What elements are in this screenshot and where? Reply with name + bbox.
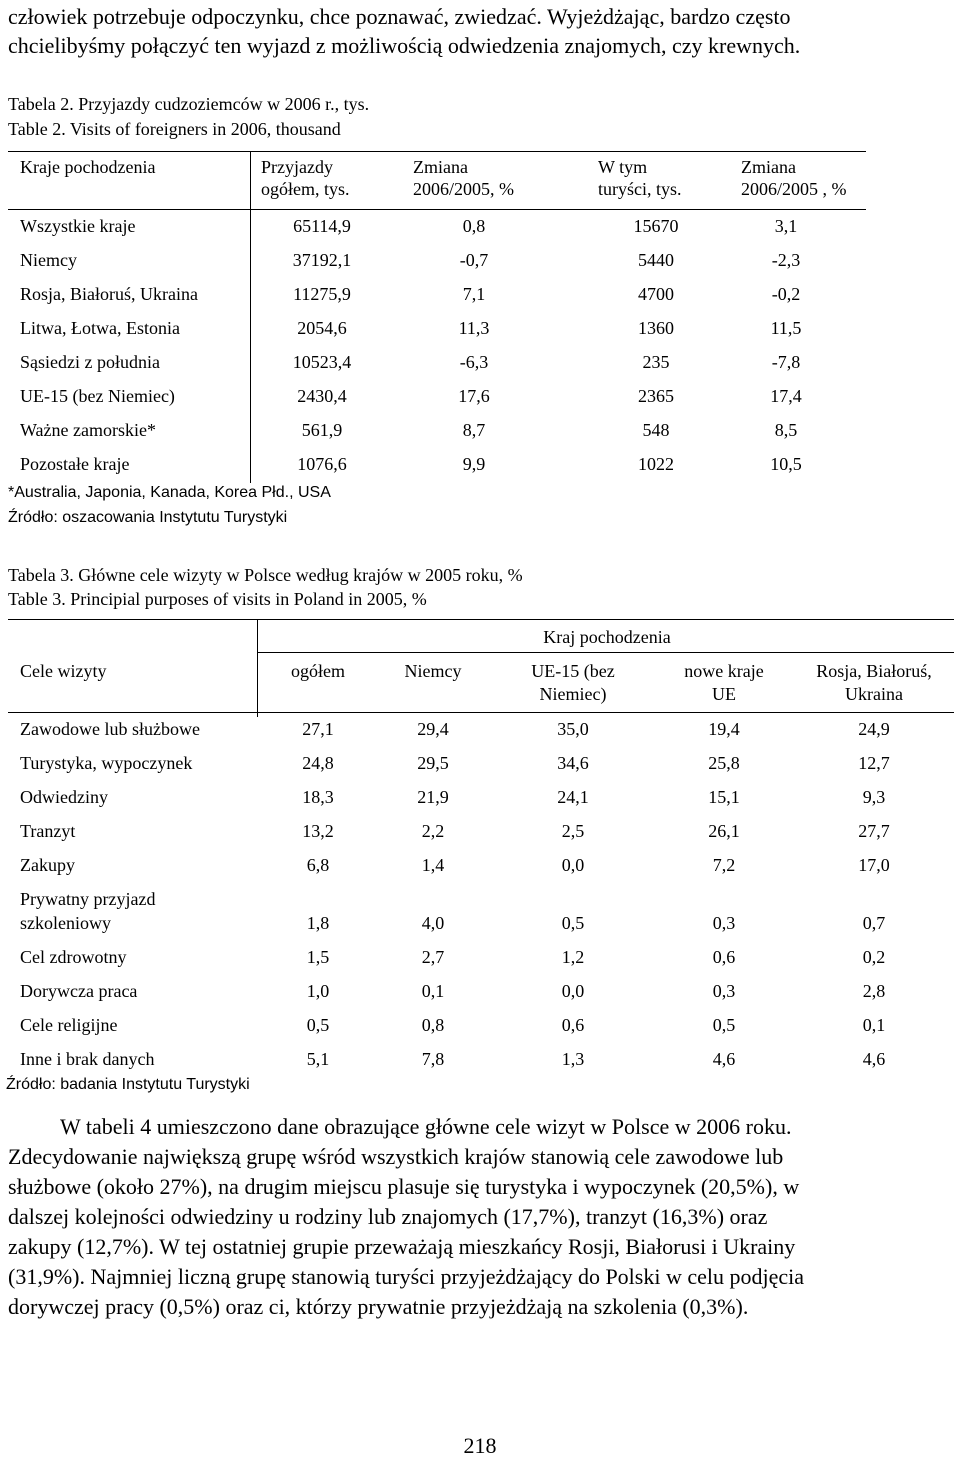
table3-header-cell: nowe kraje [684, 661, 764, 681]
table2-header-cell: Zmiana [413, 157, 468, 177]
table3-cell: 0,5 [712, 1015, 736, 1035]
table2-cell: 0,8 [462, 216, 486, 236]
table2-header-cell: turyści, tys. [598, 179, 682, 199]
table3-row-label: Inne i brak danych [20, 1049, 155, 1069]
table3-header-cell: Niemiec) [539, 684, 607, 704]
table2-row-label: Litwa, Łotwa, Estonia [20, 318, 180, 338]
table3-cell: 0,5 [306, 1015, 330, 1035]
table2-cell: 1022 [638, 454, 674, 474]
table2-cell: -2,3 [771, 250, 801, 270]
table3-cell: 6,8 [306, 855, 330, 875]
table3-cell: 7,2 [712, 855, 736, 875]
table2-cell: 3,1 [774, 216, 798, 236]
table3-cell: 7,8 [421, 1049, 445, 1069]
table2-cell: -7,8 [771, 352, 801, 372]
table2-cell: 2365 [638, 386, 674, 406]
table3-cell: 24,8 [302, 753, 334, 773]
table3-cell: 13,2 [302, 821, 334, 841]
table3-cell: 4,6 [862, 1049, 886, 1069]
table3-cell: 0,1 [421, 981, 445, 1001]
table2-cell: 1076,6 [297, 454, 347, 474]
table2-header-cell: ogółem, tys. [261, 179, 350, 199]
table2-header-cell: Przyjazdy [261, 157, 333, 177]
table3-cell: 2,7 [421, 947, 445, 967]
table2-cell: 548 [642, 420, 670, 440]
table3-row-label: Cele religijne [20, 1015, 118, 1035]
table3-cell: 17,0 [858, 855, 890, 875]
table3-cell: 29,4 [417, 719, 449, 739]
table3-cell: 5,1 [306, 1049, 330, 1069]
table2-cell: -6,3 [459, 352, 489, 372]
table2-header-cell: 2006/2005 , % [741, 179, 847, 199]
table3-header-cell: UE-15 (bez [531, 661, 615, 681]
table2-cell: 4700 [638, 284, 674, 304]
table3-cell: 21,9 [417, 787, 449, 807]
table3-row-label: Turystyka, wypoczynek [20, 753, 193, 773]
table3-header-cell: Rosja, Białoruś, [816, 661, 932, 681]
table3-cell: 24,1 [557, 787, 589, 807]
paragraph-line: dalszej kolejności odwiedziny u rodziny lub znajomych (17,7%), tranzyt (16,3%) oraz [8, 1204, 768, 1229]
table2-cell: 235 [642, 352, 670, 372]
table3-row-label: Zakupy [20, 855, 75, 875]
table3-cell: 2,2 [421, 821, 445, 841]
paragraph-line: dorywczej pracy (0,5%) oraz ci, którzy prywatnie przyjeżdżają na szkolenia (0,3%). [8, 1294, 749, 1319]
table2-cell: 37192,1 [292, 250, 352, 270]
table2-header-cell: Kraje pochodzenia [20, 157, 156, 177]
table2-caption-en: Table 2. Visits of foreigners in 2006, thousand [8, 119, 341, 139]
table2-cell: 9,9 [462, 454, 486, 474]
table2-row-label: Niemcy [20, 250, 77, 270]
table2-row-label: Ważne zamorskie* [20, 420, 156, 440]
table2-cell: 5440 [638, 250, 674, 270]
table3-cell: 26,1 [708, 821, 740, 841]
table2-cell: 11,5 [770, 318, 802, 338]
table2-cell: 1360 [638, 318, 674, 338]
table3-caption-pl: Tabela 3. Główne cele wizyty w Polsce według krajów w 2005 roku, % [8, 565, 523, 585]
table3-top-rule [8, 619, 954, 620]
paragraph-line: (31,9%). Najmniej liczną grupę stanowią turyści przyjeżdżający do Polski w celu podjęcia [8, 1264, 805, 1289]
intro-line: chcielibyśmy połączyć ten wyjazd z możliwością odwiedzenia znajomych, czy krewnych. [8, 33, 801, 58]
table3-row-label: Prywatny przyjazd [20, 889, 156, 909]
table3-row-label: Zawodowe lub służbowe [20, 719, 200, 739]
table3-cell: 0,7 [862, 913, 886, 933]
table2-cell: 8,5 [774, 420, 798, 440]
table2-cell: 17,4 [770, 386, 802, 406]
table3-cell: 4,0 [421, 913, 445, 933]
table3-cell: 0,3 [712, 981, 736, 1001]
table3-cell: 4,6 [712, 1049, 736, 1069]
table3-header-cell: ogółem [291, 661, 345, 681]
table2-cell: 561,9 [301, 420, 343, 440]
table2-source: Źródło: oszacowania Instytutu Turystyki [8, 509, 288, 526]
table3-cell: 2,8 [862, 981, 886, 1001]
table3-cell: 0,0 [561, 855, 585, 875]
table2-cell: -0,7 [459, 250, 489, 270]
table3-cell: 2,5 [561, 821, 585, 841]
table3-cell: 0,3 [712, 913, 736, 933]
table3-cell: 29,5 [417, 753, 449, 773]
table3-cell: 1,5 [306, 947, 330, 967]
table2-cell: 2054,6 [297, 318, 347, 338]
paragraph-line: służbowe (około 27%), na drugim miejscu plasuje się turystyka i wypoczynek (20,5%), w [8, 1174, 800, 1199]
table2-cell: -0,2 [771, 284, 801, 304]
table2-cell: 15670 [633, 216, 679, 236]
table2-row-label: Pozostałe kraje [20, 454, 130, 474]
paragraph-line: Zdecydowanie największą grupę wśród wszystkich krajów stanowią cele zawodowe lub [8, 1144, 784, 1169]
table2-header-cell: 2006/2005, % [413, 179, 514, 199]
table3-cell: 12,7 [858, 753, 890, 773]
table3-cell: 0,1 [862, 1015, 886, 1035]
table2-cell: 65114,9 [293, 216, 351, 236]
table2-cell: 10,5 [770, 454, 802, 474]
table3-header-cell: Niemcy [404, 661, 462, 681]
table3-group-header: Kraj pochodzenia [543, 627, 671, 647]
table3-cell: 35,0 [557, 719, 589, 739]
table3-cell: 19,4 [708, 719, 740, 739]
table2-cell: 8,7 [462, 420, 486, 440]
table2-cell: 2430,4 [297, 386, 347, 406]
table3-cell: 24,9 [858, 719, 890, 739]
table3-cell: 0,5 [561, 913, 585, 933]
table2-header-cell: W tym [598, 157, 648, 177]
table3-cell: 27,1 [302, 719, 334, 739]
table2-row-label: Wszystkie kraje [20, 216, 136, 236]
paragraph-line: W tabeli 4 umieszczono dane obrazujące główne cele wizyt w Polsce w 2006 roku. [60, 1114, 792, 1139]
body-paragraph [8, 1112, 954, 1322]
table2-caption-pl: Tabela 2. Przyjazdy cudzoziemców w 2006 r., tys. [8, 94, 370, 114]
table2-header-cell: Zmiana [741, 157, 796, 177]
table3-cell: 0,8 [421, 1015, 445, 1035]
table2-cell: 11,3 [458, 318, 490, 338]
table3-cell: 15,1 [708, 787, 740, 807]
table3-row-label: Odwiedziny [20, 787, 108, 807]
table3-header-rule [8, 712, 954, 713]
table3-cell: 1,4 [421, 855, 445, 875]
table2-row-label: Rosja, Białoruś, Ukraina [20, 284, 198, 304]
table2-row-label: Sąsiedzi z południa [20, 352, 160, 372]
table3-cell: 1,0 [306, 981, 330, 1001]
table3-cell: 9,3 [862, 787, 886, 807]
table3-row-label: Cel zdrowotny [20, 947, 127, 967]
page-number: 218 [463, 1433, 497, 1458]
table3-row-label: Tranzyt [20, 821, 76, 841]
table3-cell: 34,6 [557, 753, 589, 773]
intro-line: człowiek potrzebuje odpoczynku, chce poznawać, zwiedzać. Wyjeżdżając, bardzo często [8, 4, 791, 29]
table3-cell: 1,2 [561, 947, 585, 967]
table3-group-rule [257, 652, 954, 653]
table3-caption-en: Table 3. Principial purposes of visits in Poland in 2005, % [8, 589, 427, 609]
table2-cell: 17,6 [458, 386, 490, 406]
table3-cell: 0,6 [712, 947, 736, 967]
table3-cell: 0,2 [862, 947, 886, 967]
table3-cell: 27,7 [858, 821, 890, 841]
table2-row-label: UE-15 (bez Niemiec) [20, 386, 175, 406]
table3-cell: 18,3 [302, 787, 334, 807]
table3-cell: 0,6 [561, 1015, 585, 1035]
table2-cell: 10523,4 [292, 352, 352, 372]
table3-row-label: szkoleniowy [20, 913, 111, 933]
table2-footnote: *Australia, Japonia, Kanada, Korea Płd., USA [8, 484, 331, 501]
table3-header-cell: UE [712, 684, 736, 704]
table3-header-cell: Ukraina [845, 684, 903, 704]
table3-row-label: Dorywcza praca [20, 981, 138, 1001]
table2-cell: 7,1 [462, 284, 486, 304]
table3-header-cell: Cele wizyty [20, 661, 107, 681]
table3-cell: 1,8 [306, 913, 330, 933]
table3-cell: 25,8 [708, 753, 740, 773]
table3-cell: 1,3 [561, 1049, 585, 1069]
paragraph-line: zakupy (12,7%). W tej ostatniej grupie przeważają mieszkańcy Rosji, Białorusi i Ukrainy [8, 1234, 796, 1259]
table2-cell: 11275,9 [293, 284, 351, 304]
table3-cell: 0,0 [561, 981, 585, 1001]
table3-source: Źródło: badania Instytutu Turystyki [6, 1076, 250, 1093]
